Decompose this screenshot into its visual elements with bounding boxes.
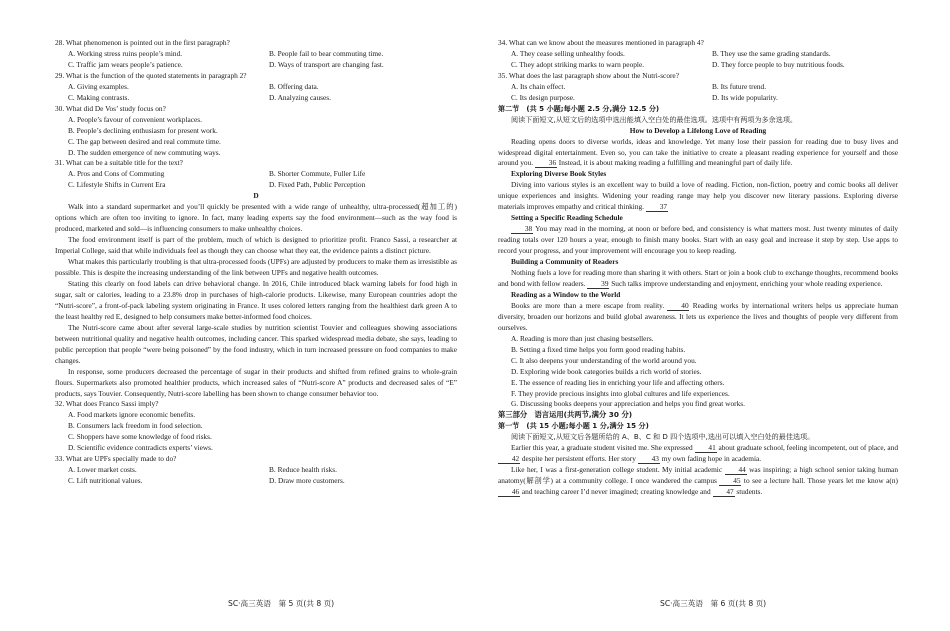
passage-label: D <box>253 191 259 201</box>
question-29 <box>55 71 457 104</box>
question-stem: 34. What can we know about the measures mentioned in paragraph 4? <box>498 38 704 47</box>
passage-paragraph: 38 You may read in the morning, at noon or before bed, and consistency is what matters most. Just twenty minutes of daily reading totals over 120 hours a year, enough to finish many books. Start with an easy goal and increase it step by step. Use apps to record your progress, and your improvement will encourage you to keep reading. <box>498 224 898 256</box>
subheading: Exploring Diverse Book Styles <box>511 169 607 179</box>
question-32 <box>55 399 457 454</box>
option-row <box>55 60 457 71</box>
option-row <box>55 180 457 191</box>
blank-44[interactable]: 44 <box>725 465 747 475</box>
option-b[interactable]: B. Shorter Commute, Fuller Life <box>269 169 366 179</box>
option-c[interactable]: C. Traffic jam wears people’s patience. <box>68 59 183 69</box>
option-d[interactable]: D. They force people to buy nutritious foods. <box>712 59 845 69</box>
option-row <box>498 82 898 93</box>
option-c[interactable]: C. Making contrasts. <box>68 92 130 102</box>
passage-paragraph: Books are more than a mere escape from reality. 40 Reading works by international writers helps us appreciate human diversity, broaden our horizons and build global awareness. It lets us experience the lives and thoughts of people very different from ourselves. <box>498 300 898 332</box>
option-c[interactable]: C. Lift nutritional values. <box>68 476 143 486</box>
option-row <box>55 465 457 476</box>
option-b[interactable]: B. Setting a fixed time helps you form good reading habits. <box>511 344 686 354</box>
option-f[interactable]: F. They provide precious insights into global cultures and life experiences. <box>511 388 730 398</box>
option-c[interactable]: C. Lifestyle Shifts in Current Era <box>68 180 166 190</box>
option-d[interactable]: D. Its wide popularity. <box>712 92 778 102</box>
blank-43[interactable]: 43 <box>638 454 660 464</box>
option-c[interactable]: C. It also deepens your understanding of the world around you. <box>511 355 697 365</box>
blank-47[interactable]: 47 <box>713 487 735 497</box>
option-row <box>55 476 457 487</box>
option-a[interactable]: A. Food markets ignore economic benefits. <box>68 410 196 420</box>
option-row <box>498 60 898 71</box>
passage-paragraph: Stating this clearly on food labels can drive behavioral change. In 2016, Chile introduced black warning labels for food high in sugar, salt or calories, leading to a 23.8% drop in purchases of high-calorie products. Likewise, many European countries adopt the “Nutri-score”, a front-of-pack labeling system originating in France. It uses colored letters ranging from the healthiest dark green A to the least healthy red E, designed to help consumers make better-informed food choices. <box>55 278 457 321</box>
option-b[interactable]: B. People’s declining enthusiasm for present work. <box>68 125 218 135</box>
part-heading: 第三部分 语言运用(共两节,满分 30 分) <box>498 410 633 420</box>
option-b[interactable]: B. Offering data. <box>269 81 319 91</box>
subheading: Building a Community of Readers <box>511 257 619 267</box>
option-row <box>55 93 457 104</box>
passage-paragraph: Reading opens doors to diverse worlds, ideas and knowledge. Yet many lose their passion for reading due to busy lives and widespread digital entertainment. Even so, you can take the initiative to create a pleasant reading experience for yourself and those around you. 36 Instead, it is about making reading a fulfilling and meaningful part of daily life. <box>498 136 898 168</box>
section-heading: 第二节 (共 5 小题;每小题 2.5 分,满分 12.5 分) <box>498 103 660 113</box>
blank-42[interactable]: 42 <box>498 454 520 464</box>
blank-41[interactable]: 41 <box>695 443 717 453</box>
option-b[interactable]: B. Its future trend. <box>712 81 767 91</box>
question-31 <box>55 158 457 191</box>
option-b[interactable]: B. Consumers lack freedom in food selection. <box>68 421 203 431</box>
question-stem: 33. What are UPFs specially made to do? <box>55 454 177 464</box>
blank-46[interactable]: 46 <box>498 487 520 497</box>
question-30 <box>55 104 457 159</box>
option-a[interactable]: A. Lower market costs. <box>68 465 137 475</box>
passage-paragraph: Nothing fuels a love for reading more than sharing it with others. Start or join a book club to exchange thoughts, recommend books and bond with fellow readers. 39 Such talks improve understanding and enjoyment, enriching your whole reading experience. <box>498 268 898 288</box>
option-list <box>498 334 898 411</box>
option-b[interactable]: B. People fail to bear commuting time. <box>269 48 384 58</box>
question-stem: 32. What does Franco Sassi imply? <box>55 399 159 409</box>
option-a[interactable]: A. People’s favour of convenient workplaces. <box>68 114 202 124</box>
option-row <box>498 49 898 60</box>
subheading: Reading as a Window to the World <box>511 289 621 299</box>
option-e[interactable]: E. The essence of reading lies in enriching your life and affecting others. <box>511 377 725 387</box>
blank-45[interactable]: 45 <box>719 476 741 486</box>
option-b[interactable]: B. Reduce health risks. <box>269 465 337 475</box>
passage-paragraph: In response, some producers decreased the percentage of sugar in their products and shifted from refined grains to whole-grain flours. Supermarkets also promoted healthier products, which increased sales of “Nutri-score A” products and decreased sales of “E” products, says Touvier. Consequently, Nutri-score labelling has been shown to change consumer behavior too. <box>55 366 457 398</box>
section-instructions: 阅读下面短文,从短文后的选项中选出能填入空白处的最佳选项。选项中有两项为多余选项。 <box>511 114 798 124</box>
option-row <box>55 169 457 180</box>
passage-paragraph: The food environment itself is part of the problem, much of which is designed to prioritize profit. Franco Sassi, a researcher at Imperial College, said that while individuals feel as though they can choose what they eat, the evidence paints a distinct picture. <box>55 235 457 256</box>
blank-38[interactable]: 38 <box>511 224 533 234</box>
option-c[interactable]: C. Shoppers have some knowledge of food risks. <box>68 432 212 442</box>
option-a[interactable]: A. Giving examples. <box>68 81 129 91</box>
page-footer-left: SC·高三英语 第 5 页(共 8 页) <box>228 599 335 608</box>
option-row <box>55 82 457 93</box>
option-a[interactable]: A. Pros and Cons of Commuting <box>68 169 165 179</box>
subheading: Setting a Specific Reading Schedule <box>511 213 623 223</box>
option-a[interactable]: A. Its chain effect. <box>511 81 566 91</box>
page-footer-right: SC·高三英语 第 6 页(共 8 页) <box>660 599 767 608</box>
question-33 <box>55 454 457 487</box>
right-column <box>498 38 898 498</box>
cloze-paragraph: Earlier this year, a graduate student visited me. She expressed 41 about graduate school, feeling incompetent, out of place, and 42 despite her persistent efforts. Her story 43 my own fading hope in academia. <box>498 443 898 465</box>
question-34 <box>498 38 898 71</box>
option-c[interactable]: C. Its design purpose. <box>511 92 575 102</box>
question-stem: 35. What does the last paragraph show about the Nutri-score? <box>498 70 679 80</box>
question-stem: 31. What can be a suitable title for the text? <box>55 158 183 168</box>
blank-36[interactable]: 36 <box>535 158 557 168</box>
option-a[interactable]: A. Reading is more than just chasing bestsellers. <box>511 333 654 343</box>
passage-paragraph: Diving into various styles is an excellent way to build a love of reading. Fiction, non-fiction, poetry and comic books all deliver unique experiences and insights. Widening your reading range may help you discover new literary passions. Exploring diverse materials improves empathy and critical thinking. 37 <box>498 180 898 212</box>
option-d[interactable]: D. Scientific evidence contradicts experts’ views. <box>68 443 213 453</box>
option-row <box>498 93 898 104</box>
option-a[interactable]: A. Working stress ruins people’s mind. <box>68 48 183 58</box>
section-instructions: 阅读下面短文,从短文后各题所给的 A、B、C 和 D 四个选项中,选出可以填入空白处的最佳选项。 <box>511 432 815 442</box>
option-d[interactable]: D. The sudden emergence of new commuting ways. <box>68 147 221 157</box>
question-stem: 30. What did De Vos’ study focus on? <box>55 103 166 113</box>
option-b[interactable]: B. They use the same grading standards. <box>712 48 831 58</box>
passage-paragraph: What makes this particularly troubling is that ultra-processed foods (UPFs) are adjusted by producers to make them as irresistible as possible. This is despite the increasing understanding of the link between UPFs and negative health outcomes. <box>55 257 457 278</box>
passage-title: How to Develop a Lifelong Love of Reading <box>629 125 767 135</box>
option-g[interactable]: G. Discussing books deepens your appreciation and helps you find great works. <box>511 399 745 409</box>
option-row <box>55 49 457 60</box>
option-d[interactable]: D. Draw more customers. <box>269 476 345 486</box>
question-stem: 28. What phenomenon is pointed out in the first paragraph? <box>55 38 230 47</box>
question-28 <box>55 38 457 71</box>
question-stem: 29. What is the function of the quoted statements in paragraph 2? <box>55 70 247 80</box>
blank-37[interactable]: 37 <box>646 202 668 212</box>
option-d[interactable]: D. Ways of transport are changing fast. <box>269 59 384 69</box>
option-c[interactable]: C. They adopt striking marks to warn people. <box>511 59 645 69</box>
section-heading: 第一节 (共 15 小题;每小题 1 分,满分 15 分) <box>498 421 649 431</box>
option-a[interactable]: A. They cease selling unhealthy foods. <box>511 48 625 58</box>
option-c[interactable]: C. The gap between desired and real commute time. <box>68 136 221 146</box>
option-d[interactable]: D. Fixed Path, Public Perception <box>269 180 366 190</box>
question-35 <box>498 71 898 104</box>
blank-39[interactable]: 39 <box>587 279 609 289</box>
passage-paragraph: The Nutri-score came about after several large-scale studies by nutrition scientist Touvier and colleagues showing associations between nutritional quality and negative health outcomes, including cancer. This sparked widespread media debate, she says, leading to public perception that people “were being poisoned” by the food industry, which in turn increased pressure on food companies to make changes. <box>55 322 457 365</box>
option-d[interactable]: D. Analyzing causes. <box>269 92 331 102</box>
blank-40[interactable]: 40 <box>667 301 689 311</box>
passage-paragraph: Walk into a standard supermarket and you’ll quickly be presented with a wide range of unhealthy, ultra-processed(超加工的) options which are often too inviting to ignore. In fact, many leading experts say the food environment—such as the way food is produced, marketed and sold—is influencing consumers to make unhealthy choices. <box>55 202 457 234</box>
cloze-paragraph: Like her, I was a first-generation college student. My initial academic 44 was inspiring; a high school senior taking human anatomy(解剖学) at a community college. I once wandered the campus 45 to see a lecture hall. Those years let me know a(n) 46 and teaching career I’d never imagined; creating knowledge and 47 students. <box>498 465 898 497</box>
option-d[interactable]: D. Exploring wide book categories builds a rich world of stories. <box>511 366 702 376</box>
left-column <box>55 38 457 487</box>
